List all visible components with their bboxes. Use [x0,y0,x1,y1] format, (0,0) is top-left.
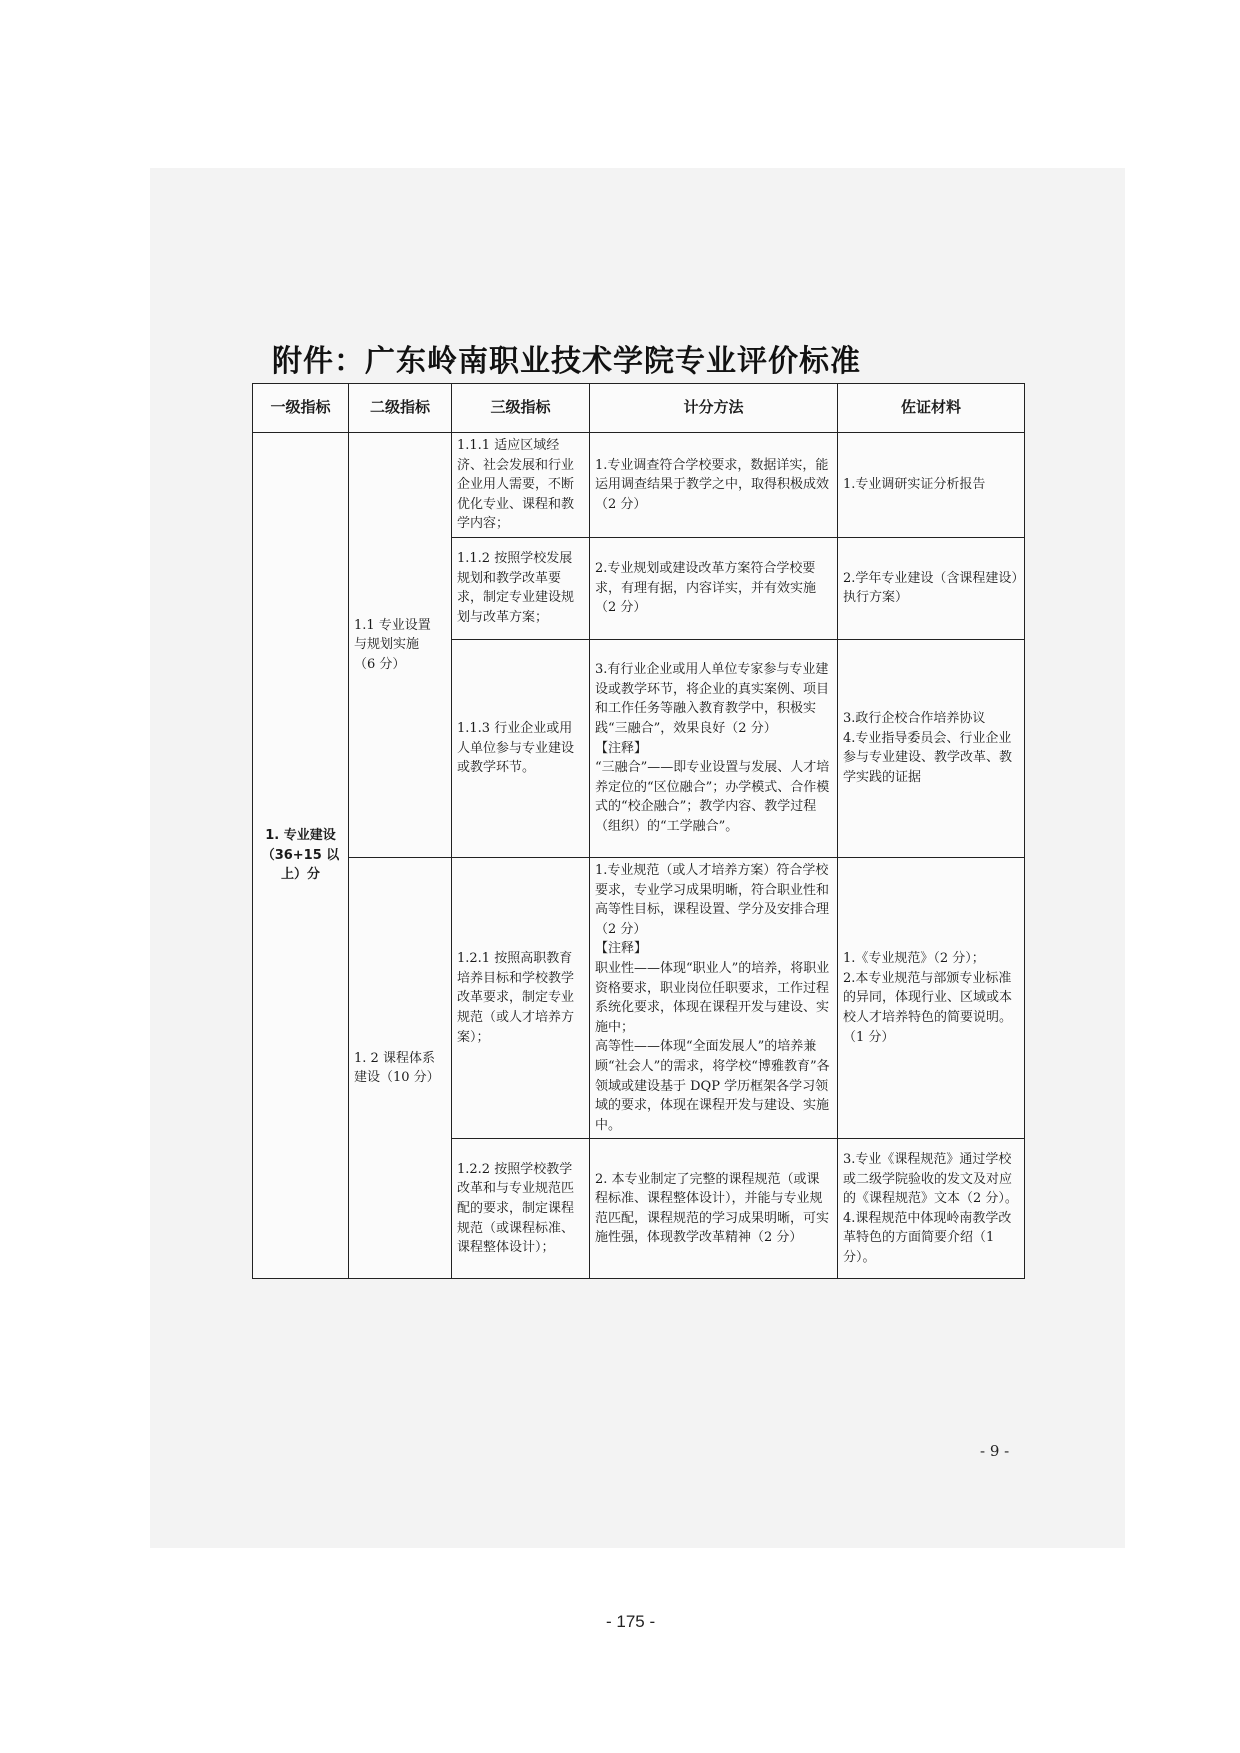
level3-cell: 1.1.2 按照学校发展规划和教学改革要求，制定专业建设规划与改革方案； [452,537,590,639]
header-evidence: 佐证材料 [838,384,1025,433]
header-method: 计分方法 [590,384,838,433]
level3-cell: 1.2.2 按照学校教学改革和与专业规范匹配的要求，制定课程规范（或课程标准、课程整体设计）； [452,1139,590,1279]
evaluation-standard-table [252,383,1025,1279]
level3-cell: 1.1.3 行业企业或用人单位参与专业建设或教学环节。 [452,639,590,857]
page-title: 附件：广东岭南职业技术学院专业评价标准 [272,344,861,379]
outer-page-number: - 175 - [606,1612,656,1631]
method-cell: 2. 本专业制定了完整的课程规范（或课程标准、课程整体设计），并能与专业规范匹配，课程规范的学习成果明晰，可实施性强，体现教学改革精神（2 分） [590,1139,838,1279]
level2-cell: 1. 2 课程体系 建设（10 分） [349,857,452,1278]
header-level3: 三级指标 [452,384,590,433]
method-cell: 1.专业调查符合学校要求，数据详实，能运用调查结果于教学之中，取得积极成效（2 分） [590,433,838,538]
level3-cell: 1.2.1 按照高职教育培养目标和学校教学改革要求，制定专业规范（或人才培养方案）； [452,857,590,1138]
level3-cell: 1.1.1 适应区域经济、社会发展和行业企业用人需要，不断优化专业、课程和教学内容； [452,433,590,538]
method-cell: 1.专业规范（或人才培养方案）符合学校要求，专业学习成果明晰，符合职业性和高等性目标，课程设置、学分及安排合理（2 分） 【注释】 职业性——体现“职业人”的培养，将职业资格要求，职业岗位任职要求，工作过程系统化要求，体现在课程开发与建设、实施中； 高等性——体现“全面发展人”的培养兼顾“社会人”的需求，将学校“博雅教育”各领域或建设基于 DQP 学历框架各学习领域的要求，体现在课程开发与建设、实施中。 [590,857,838,1138]
method-cell: 3.有行业企业或用人单位专家参与专业建设或教学环节，将企业的真实案例、项目和工作任务等融入教育教学中，积极实践“三融合”，效果良好（2 分） 【注释】 “三融合”——即专业设置与发展、人才培养定位的“区位融合”；办学模式、合作模式的“校企融合”；教学内容、教学过程（组织）的“工学融合”。 [590,639,838,857]
method-cell: 2.专业规划或建设改革方案符合学校要求，有理有据，内容详实，并有效实施（2 分） [590,537,838,639]
inner-page-number: - 9 - [980,1442,1010,1460]
level2-cell: 1.1 专业设置 与规划实施 （6 分） [349,433,452,858]
level1-cell: 1. 专业建设 （36+15 以 上）分 [253,433,349,1279]
table-row [253,857,1025,1138]
evidence-cell: 3.政行企校合作培养协议 4.专业指导委员会、行业企业参与专业建设、教学改革、教学实践的证据 [838,639,1025,857]
header-level2: 二级指标 [349,384,452,433]
evidence-cell: 1.专业调研实证分析报告 [838,433,1025,538]
table-row [253,433,1025,538]
evidence-cell: 2.学年专业建设（含课程建设）执行方案） [838,537,1025,639]
header-level1: 一级指标 [253,384,349,433]
evidence-cell: 3.专业《课程规范》通过学校或二级学院验收的发文及对应的《课程规范》文本（2 分）。 4.课程规范中体现岭南教学改革特色的方面简要介绍（1 分）。 [838,1139,1025,1279]
table-header-row [253,384,1025,433]
evidence-cell: 1.《专业规范》（2 分）； 2.本专业规范与部颁专业标准的异同，体现行业、区域或本校人才培养特色的简要说明。（1 分） [838,857,1025,1138]
